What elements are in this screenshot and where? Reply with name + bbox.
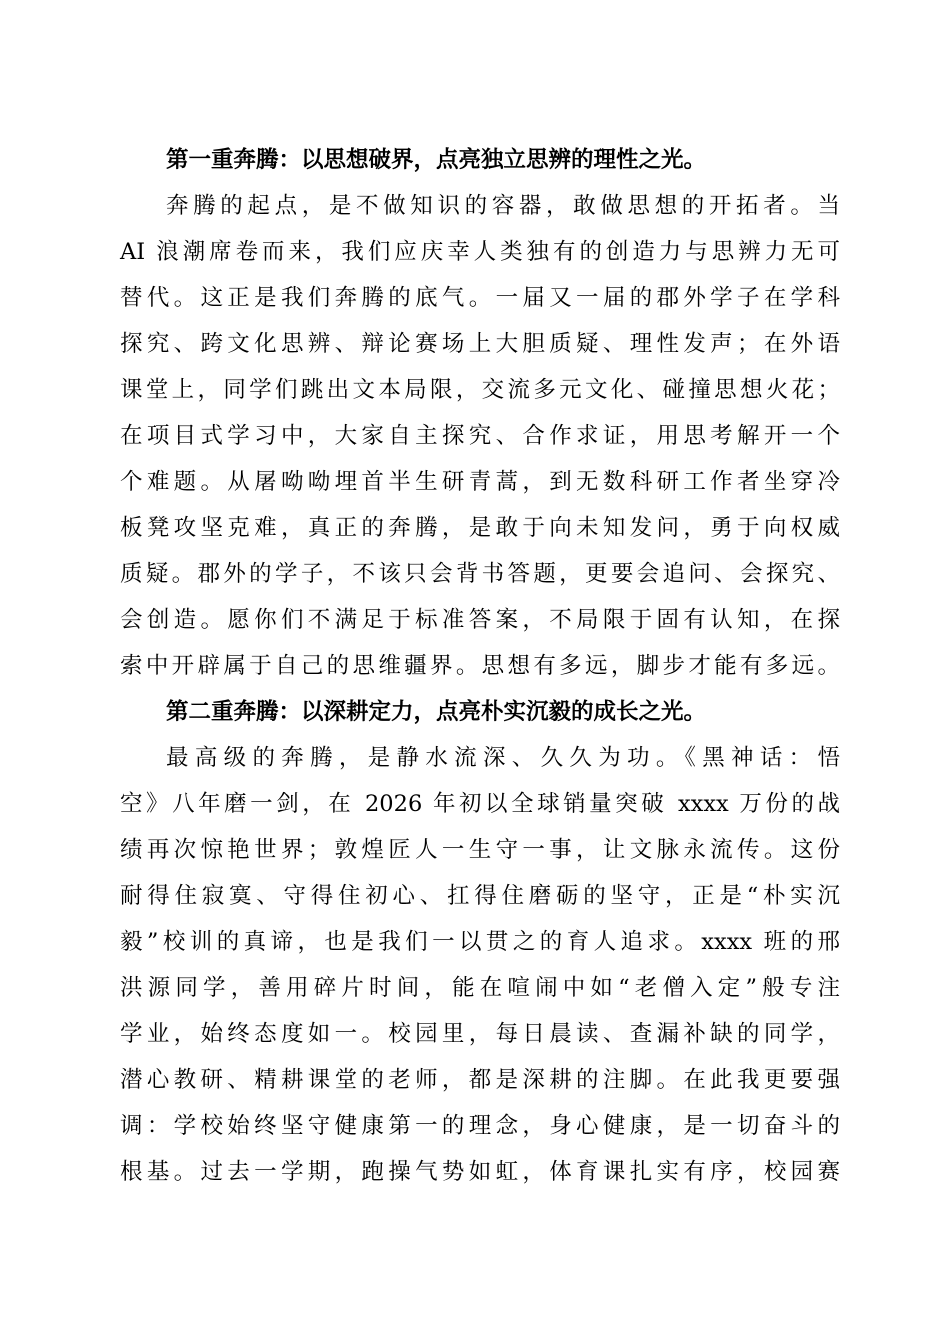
paragraph-line: 学业，始终态度如一。校园里，每日晨读、查漏补缺的同学， [120, 1021, 840, 1047]
paragraph-line: 空》八年磨一剑，在 2026 年初以全球销量突破 xxxx 万份的战 [120, 791, 840, 817]
paragraph-line: 最高级的奔腾，是静水流深、久久为功。《黑神话：悟 [166, 745, 840, 771]
paragraph-line: 根基。过去一学期，跑操气势如虹，体育课扎实有序，校园赛 [120, 1159, 840, 1185]
section1-heading: 第一重奔腾：以思想破界，点亮独立思辨的理性之光。 [166, 147, 707, 173]
paragraph-line: 调：学校始终坚守健康第一的理念，身心健康，是一切奋斗的 [120, 1113, 840, 1139]
paragraph-line: 会创造。愿你们不满足于标准答案，不局限于固有认知，在探 [120, 607, 840, 633]
paragraph-line: 板凳攻坚克难，真正的奔腾，是敢于向未知发问，勇于向权威 [120, 515, 840, 541]
paragraph-line: 个难题。从屠呦呦埋首半生研青蒿，到无数科研工作者坐穿冷 [120, 469, 840, 495]
paragraph-line: 潜心教研、精耕课堂的老师，都是深耕的注脚。在此我更要强 [120, 1067, 840, 1093]
section2-heading: 第二重奔腾：以深耕定力，点亮朴实沉毅的成长之光。 [166, 699, 707, 725]
paragraph-line: 替代。这正是我们奔腾的底气。一届又一届的郡外学子在学科 [120, 285, 840, 311]
paragraph-line: 质疑。郡外的学子，不该只会背书答题，更要会追问、会探究、 [120, 561, 840, 587]
paragraph-line: 毅”校训的真谛，也是我们一以贯之的育人追求。xxxx 班的邢 [120, 929, 840, 955]
paragraph-line: 探究、跨文化思辨、辩论赛场上大胆质疑、理性发声；在外语 [120, 331, 840, 357]
paragraph-line: AI 浪潮席卷而来，我们应庆幸人类独有的创造力与思辨力无可 [120, 239, 840, 265]
paragraph-line: 索中开辟属于自己的思维疆界。思想有多远，脚步才能有多远。 [120, 653, 840, 679]
paragraph-line: 洪源同学，善用碎片时间，能在喧闹中如“老僧入定”般专注 [120, 975, 840, 1001]
paragraph-line: 耐得住寂寞、守得住初心、扛得住磨砺的坚守，正是“朴实沉 [120, 883, 840, 909]
paragraph-line: 奔腾的起点，是不做知识的容器，敢做思想的开拓者。当 [166, 193, 840, 219]
paragraph-line: 在项目式学习中，大家自主探究、合作求证，用思考解开一个 [120, 423, 840, 449]
paragraph-line: 绩再次惊艳世界；敦煌匠人一生守一事，让文脉永流传。这份 [120, 837, 840, 863]
paragraph-line: 课堂上，同学们跳出文本局限，交流多元文化、碰撞思想火花； [120, 377, 840, 403]
